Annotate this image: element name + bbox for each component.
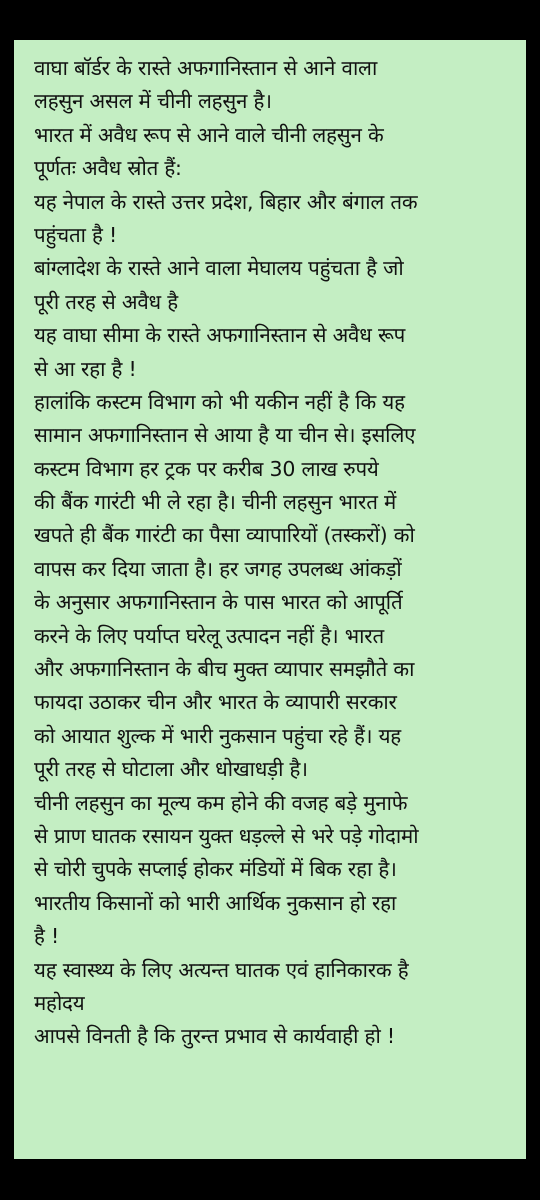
- text-line: यह स्वास्थ्य के लिए अत्यन्त घातक एवं हानिकारक है: [34, 957, 409, 982]
- text-line: से आ रहा है !: [34, 356, 137, 381]
- text-line: यह वाघा सीमा के रास्ते अफगानिस्तान से अवैध रूप: [34, 323, 406, 348]
- text-line: से प्राण घातक रसायन युक्त धड़ल्ले से भरे पड़े गोदामो: [34, 823, 419, 848]
- text-line: चीनी लहसुन का मूल्य कम होने की वजह बड़े मुनाफे: [34, 790, 408, 815]
- text-line: को आयात शुल्क में भारी नुकसान पहुंचा रहे हैं। यह: [34, 723, 401, 748]
- text-line: वाघा बॉर्डर के रास्ते अफगानिस्तान से आने वाला: [34, 56, 378, 80]
- text-line: के अनुसार अफगानिस्तान के पास भारत को आपूर्ति: [34, 590, 403, 615]
- text-line: खपते ही बैंक गारंटी का पैसा व्यापारियों (तस्करों) को: [34, 523, 415, 548]
- text-line: भारत में अवैध रूप से आने वाले चीनी लहसुन के: [34, 122, 384, 147]
- text-line: पहुंचता है !: [34, 222, 118, 247]
- text-line: पूर्णतः अवैध स्रोत हैं:: [34, 156, 182, 181]
- text-line: महोदय: [34, 990, 85, 1015]
- text-line: बांग्लादेश के रास्ते आने वाला मेघालय पहुंचता है जो: [34, 256, 404, 281]
- text-line: लहसुन असल में चीनी लहसुन है।: [34, 89, 272, 114]
- text-line: है !: [34, 924, 60, 949]
- text-line: और अफगानिस्तान के बीच मुक्त व्यापार समझौते का: [34, 657, 415, 682]
- text-line: आपसे विनती है कि तुरन्त प्रभाव से कार्यवाही हो !: [34, 1024, 395, 1049]
- text-line: पूरी तरह से घोटाला और धोखाधड़ी है।: [34, 757, 308, 782]
- text-line: हालांकि कस्टम विभाग को भी यकीन नहीं है कि यह: [34, 389, 405, 414]
- text-line: सामान अफगानिस्तान से आया है या चीन से। इसलिए: [34, 423, 416, 448]
- text-line: फायदा उठाकर चीन और भारत के व्यापारी सरकार: [34, 690, 397, 715]
- text-line: पूरी तरह से अवैध है: [34, 289, 178, 314]
- text-line: वापस कर दिया जाता है। हर जगह उपलब्ध आंकड़ों: [34, 556, 402, 581]
- text-line: से चोरी चुपके सप्लाई होकर मंडियों में बिक रहा है।: [34, 857, 397, 882]
- text-line: यह नेपाल के रास्ते उत्तर प्रदेश, बिहार और बंगाल तक: [34, 189, 418, 214]
- text-line: भारतीय किसानों को भारी आर्थिक नुकसान हो रहा: [34, 890, 397, 915]
- text-line: कस्टम विभाग हर ट्रक पर करीब 30 लाख रुपये: [34, 456, 379, 481]
- text-line: करने के लिए पर्याप्त घरेलू उत्पादन नहीं है। भारत: [34, 623, 384, 648]
- text-line: की बैंक गारंटी भी ले रहा है। चीनी लहसुन भारत में: [34, 490, 397, 515]
- note-card: [14, 40, 526, 1159]
